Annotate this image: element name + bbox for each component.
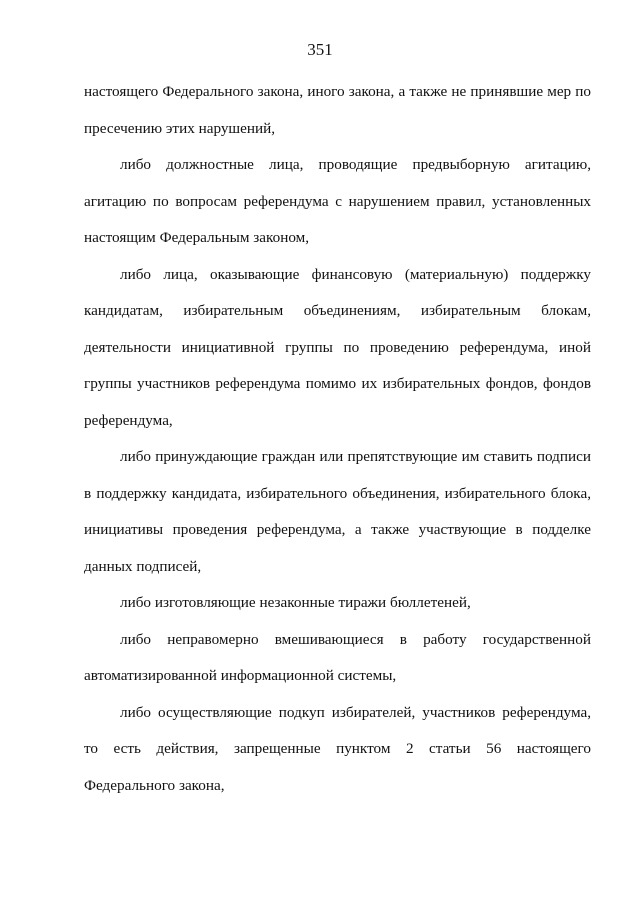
paragraph-officials-agitation: либо должностные лица, проводящие предвыборную агитацию, агитацию по вопросам референдума с нарушением правил, установленных настоящим Федеральным законом,	[84, 156, 591, 246]
paragraph-illegal-ballots: либо изготовляющие незаконные тиражи бюллетеней,	[120, 594, 471, 611]
paragraph-financial-support: либо лица, оказывающие финансовую (материальную) поддержку кандидатам, избирательным объединениям, избирательным блокам, деятельности инициативной группы по проведению референдума, иной группы участников референдума помимо их избирательных фондов, фондов референдума,	[84, 265, 591, 429]
paragraph-voter-bribery: либо осуществляющие подкуп избирателей, участников референдума, то есть действия, запрещенные пунктом 2 статьи 56 настоящего Федерального закона,	[84, 703, 591, 794]
paragraph-continuation: настоящего Федерального закона, иного закона, а также не принявшие мер по пресечению этих нарушений,	[84, 83, 591, 137]
paragraph-system-interference: либо неправомерно вмешивающиеся в работу государственной автоматизированной информационной системы,	[84, 630, 591, 684]
document-body	[84, 74, 591, 804]
page-number: 351	[307, 40, 333, 59]
paragraph-signatures-coercion: либо принуждающие граждан или препятствующие им ставить подписи в поддержку кандидата, избирательного объединения, избирательного блока, инициативы проведения референдума, а также участвующие в подделке данных подписей,	[84, 448, 591, 575]
